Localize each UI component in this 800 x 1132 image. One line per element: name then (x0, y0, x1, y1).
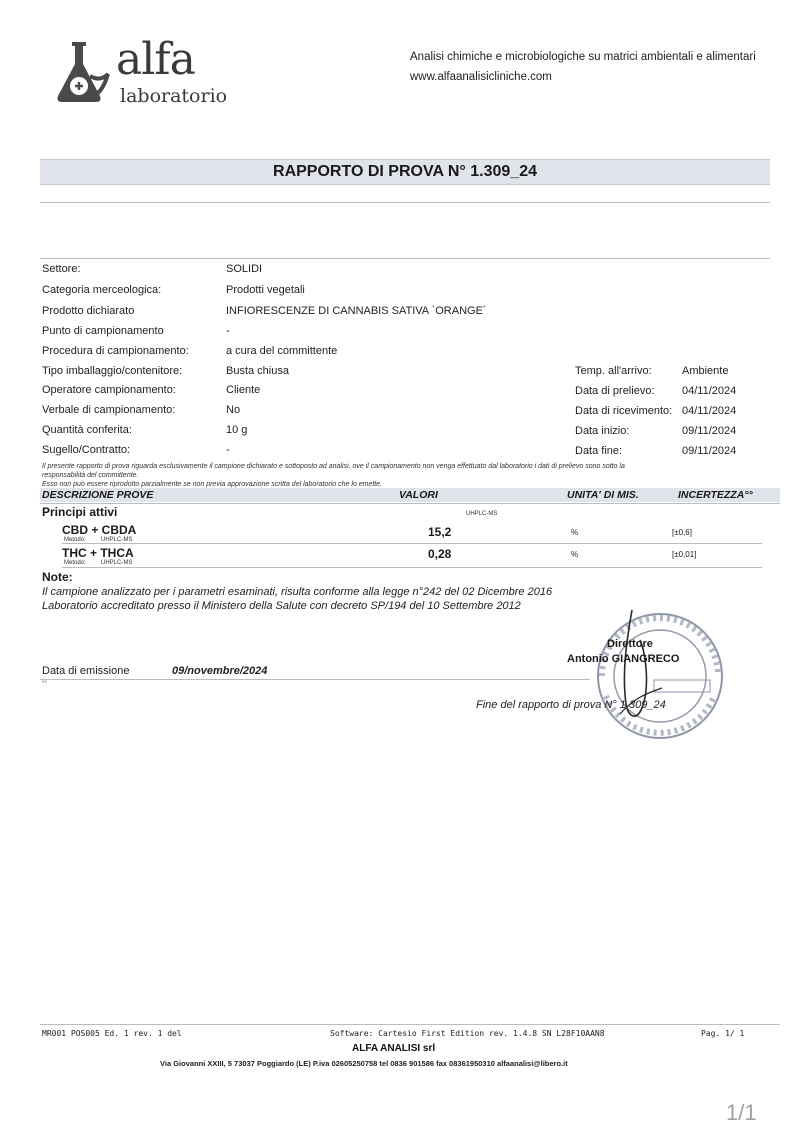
analyte-unit: % (571, 550, 579, 559)
logo-subtitle: laboratorio (120, 85, 228, 107)
divider (62, 543, 762, 544)
field-label: Procedura di campionamento: (42, 345, 189, 357)
footer-software: Software: Cartesio First Edition rev. 1.4.8 SN L28F10AAN8 (330, 1029, 605, 1038)
signature-name: Antonio GIANGRECO (567, 653, 680, 665)
note-line: Laboratorio accreditato presso il Ministero della Salute con decreto SP/194 del 10 Settembre 2012 (42, 600, 521, 612)
emission-mark: °° (42, 681, 47, 687)
end-of-report: Fine del rapporto di prova N° 1.309_24 (476, 699, 666, 711)
field-label: Data inizio: (575, 425, 630, 437)
field-label: Prodotto dichiarato (42, 305, 135, 317)
field-label: Quantità conferita: (42, 424, 132, 436)
field-value: a cura del committente (226, 345, 338, 357)
field-label: Data fine: (575, 445, 623, 457)
divider (62, 567, 762, 568)
field-value: No (226, 404, 241, 416)
divider (40, 258, 770, 259)
field-label: Data di prelievo: (575, 385, 655, 397)
field-value: Prodotti vegetali (226, 284, 305, 296)
analyte-unit: % (571, 528, 579, 537)
section-title: Principi attivi (42, 505, 118, 519)
field-label: Punto di campionamento (42, 325, 164, 337)
footer-company: ALFA ANALISI srl (352, 1043, 436, 1054)
field-value: 09/11/2024 (682, 445, 737, 457)
field-value: 10 g (226, 424, 248, 436)
analyte-uncertainty: [±0,6] (672, 528, 692, 537)
analyte-name: CBD + CBDA (62, 523, 137, 537)
divider (40, 679, 590, 680)
field-label: Verbale di campionamento: (42, 404, 176, 416)
analyte-name: THC + THCA (62, 546, 134, 560)
disclaimer-line: responsabilità del committente. (42, 472, 139, 479)
field-label: Sugello/Contratto: (42, 444, 131, 456)
field-value: Busta chiusa (226, 365, 289, 377)
method-label: Metodo: (64, 537, 86, 543)
method-label: Metodo: (64, 560, 86, 566)
footer-page: Pag. 1/ 1 (701, 1029, 745, 1038)
method-name: UHPLC-MS (101, 537, 133, 543)
field-label: Data di ricevimento: (575, 405, 673, 417)
field-label: Tipo imballaggio/contenitore: (42, 365, 183, 377)
signature-role: Direttore (607, 638, 653, 650)
method-header: UHPLC-MS (466, 511, 498, 517)
disclaimer-line: Esso non può essere riprodotto parzialmente se non previa approvazione scritta del laboratorio che lo emette. (42, 481, 383, 488)
footer-document-code: MR001 POS005 Ed. 1 rev. 1 del (42, 1029, 182, 1038)
analyte-value: 0,28 (428, 547, 452, 561)
logo-word: alfa (116, 34, 195, 85)
field-value: 04/11/2024 (682, 405, 737, 417)
field-value: Ambiente (682, 365, 729, 377)
footer-address: Via Giovanni XXIII, 5 73037 Poggiardo (LE) P.iva 02605250758 tel 0836 901586 fax 08361950310 alfaanalisi@libero.it (160, 1059, 568, 1068)
field-value: - (226, 325, 230, 337)
field-value: 09/11/2024 (682, 425, 737, 437)
col-header-values: VALORI (399, 489, 438, 501)
viewer-page-indicator: 1/1 (726, 1100, 757, 1125)
field-value: - (226, 444, 230, 456)
notes-heading: Note: (42, 570, 73, 584)
field-label: Operatore campionamento: (42, 384, 176, 396)
divider (40, 1024, 780, 1025)
note-line: Il campione analizzato per i parametri esaminati, risulta conforme alla legge n°242 del 02 Dicembre 2016 (42, 586, 553, 598)
official-stamp-icon (592, 604, 728, 744)
lab-website: www.alfaanalisicliniche.com (410, 71, 552, 83)
field-value: SOLIDI (226, 263, 263, 275)
field-value: INFIORESCENZE DI CANNABIS SATIVA `ORANGE´ (226, 305, 487, 317)
field-value: 04/11/2024 (682, 385, 737, 397)
field-value: Cliente (226, 384, 261, 396)
lab-tagline: Analisi chimiche e microbiologiche su matrici ambientali e alimentari (410, 51, 756, 63)
emission-label: Data di emissione (42, 665, 130, 677)
disclaimer-line: Il presente rapporto di prova riguarda esclusivamente il campione dichiarato e sottoposto ad analisi, ove il campionamento non venga effettuato dal laboratorio i dati di prelievo sono sotto la (42, 463, 625, 470)
analyte-uncertainty: [±0,01] (672, 550, 697, 559)
col-header-unit: UNITA' DI MIS. (567, 489, 639, 501)
col-header-uncertainty: INCERTEZZA°° (678, 489, 753, 501)
field-label: Temp. all'arrivo: (575, 365, 652, 377)
report-title: RAPPORTO DI PROVA N° 1.309_24 (273, 163, 537, 180)
flask-logo-icon (52, 38, 112, 106)
emission-date: 09/novembre/2024 (172, 665, 268, 677)
analyte-value: 15,2 (428, 525, 452, 539)
divider (40, 202, 770, 203)
col-header-description: DESCRIZIONE PROVE (42, 489, 154, 501)
field-label: Categoria merceologica: (42, 284, 162, 296)
method-name: UHPLC-MS (101, 560, 133, 566)
field-label: Settore: (42, 263, 81, 275)
divider (40, 503, 780, 504)
